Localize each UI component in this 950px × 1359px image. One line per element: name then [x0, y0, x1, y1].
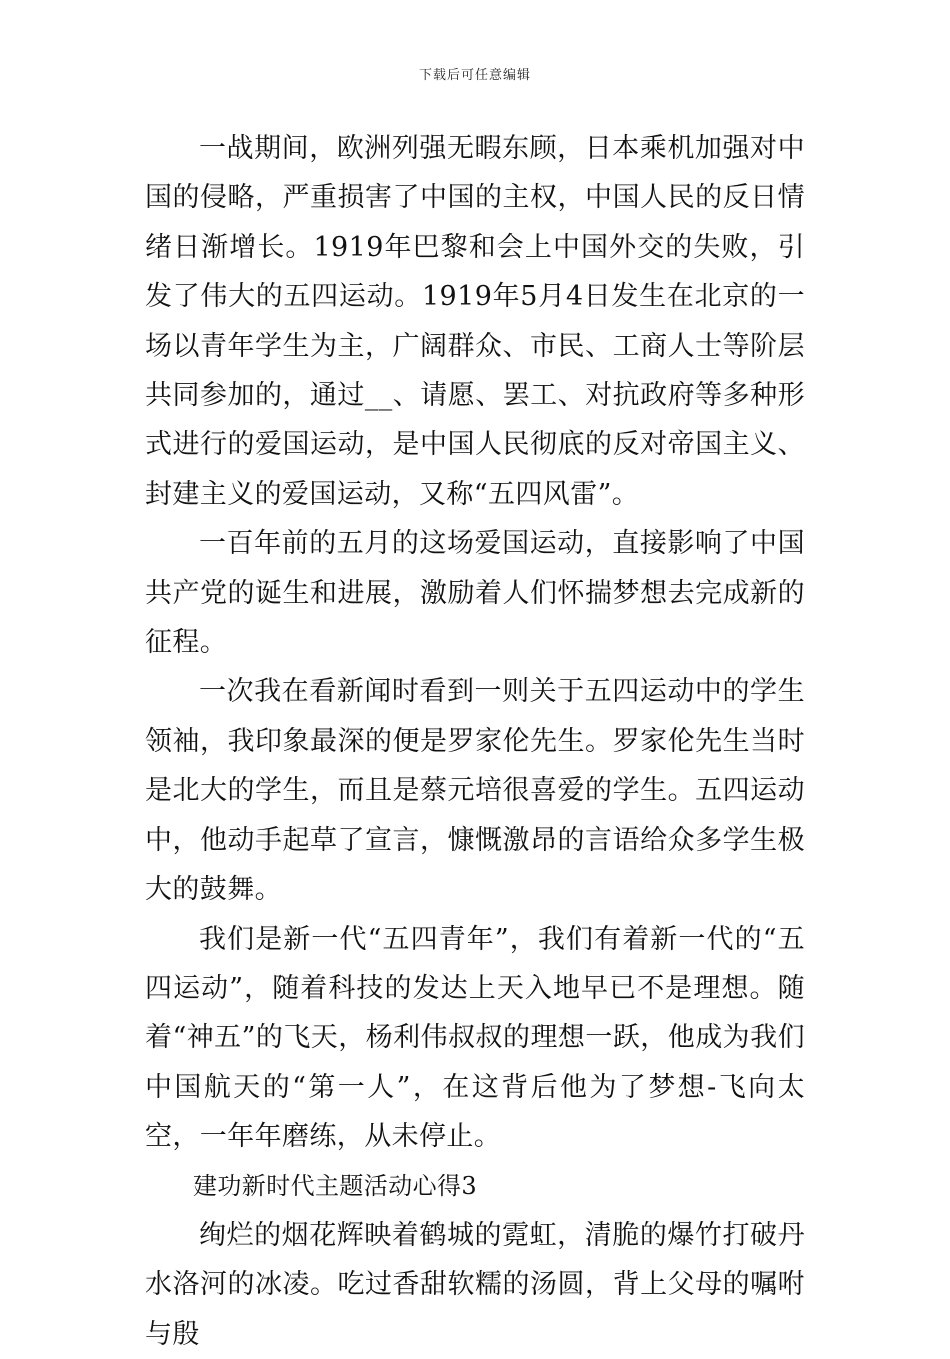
- page-header: 下载后可任意编辑: [418, 68, 531, 83]
- paragraph-influence: 一百年前的五月的这场爱国运动，直接影响了中国共产党的诞生和进展，激励着人们怀揣梦想去完成新的征程。: [145, 528, 805, 659]
- section-heading: 建功新时代主题活动心得3: [193, 1171, 478, 1200]
- paragraph-may-fourth-history: 一战期间，欧洲列强无暇东顾，日本乘机加强对中国的侵略，严重损害了中国的主权，中国人民的反日情绪日渐增长。1919年巴黎和会上中国外交的失败，引发了伟大的五四运动。1919年5月4日发生在北京的一场以青年学生为主，广阔群众、市民、工商人士等阶层共同参加的，通过__、请愿、罢工、对抗政府等多种形式进行的爱国运动，是中国人民彻底的反对帝国主义、封建主义的爱国运动，又称“五四风雷”。: [145, 133, 805, 510]
- paragraph-new-generation: 我们是新一代“五四青年”，我们有着新一代的“五四运动”，随着科技的发达上天入地早已不是理想。随着“神五”的飞天，杨利伟叔叔的理想一跃，他成为我们中国航天的“第一人”，在这背后他为了梦想-飞向太空，一年年磨练，从未停止。: [145, 923, 805, 1153]
- paragraph-closing: 绚烂的烟花辉映着鹤城的霓虹，清脆的爆竹打破丹水洛河的冰凌。吃过香甜软糯的汤圆，背上父母的嘱咐与殷: [145, 1219, 805, 1350]
- paragraph-student-leader: 一次我在看新闻时看到一则关于五四运动中的学生领袖，我印象最深的便是罗家伦先生。罗家伦先生当时是北大的学生，而且是蔡元培很喜爱的学生。五四运动中，他动手起草了宣言，慷慨激昂的言语给众多学生极大的鼓舞。: [145, 676, 805, 906]
- document-body: [145, 124, 805, 1359]
